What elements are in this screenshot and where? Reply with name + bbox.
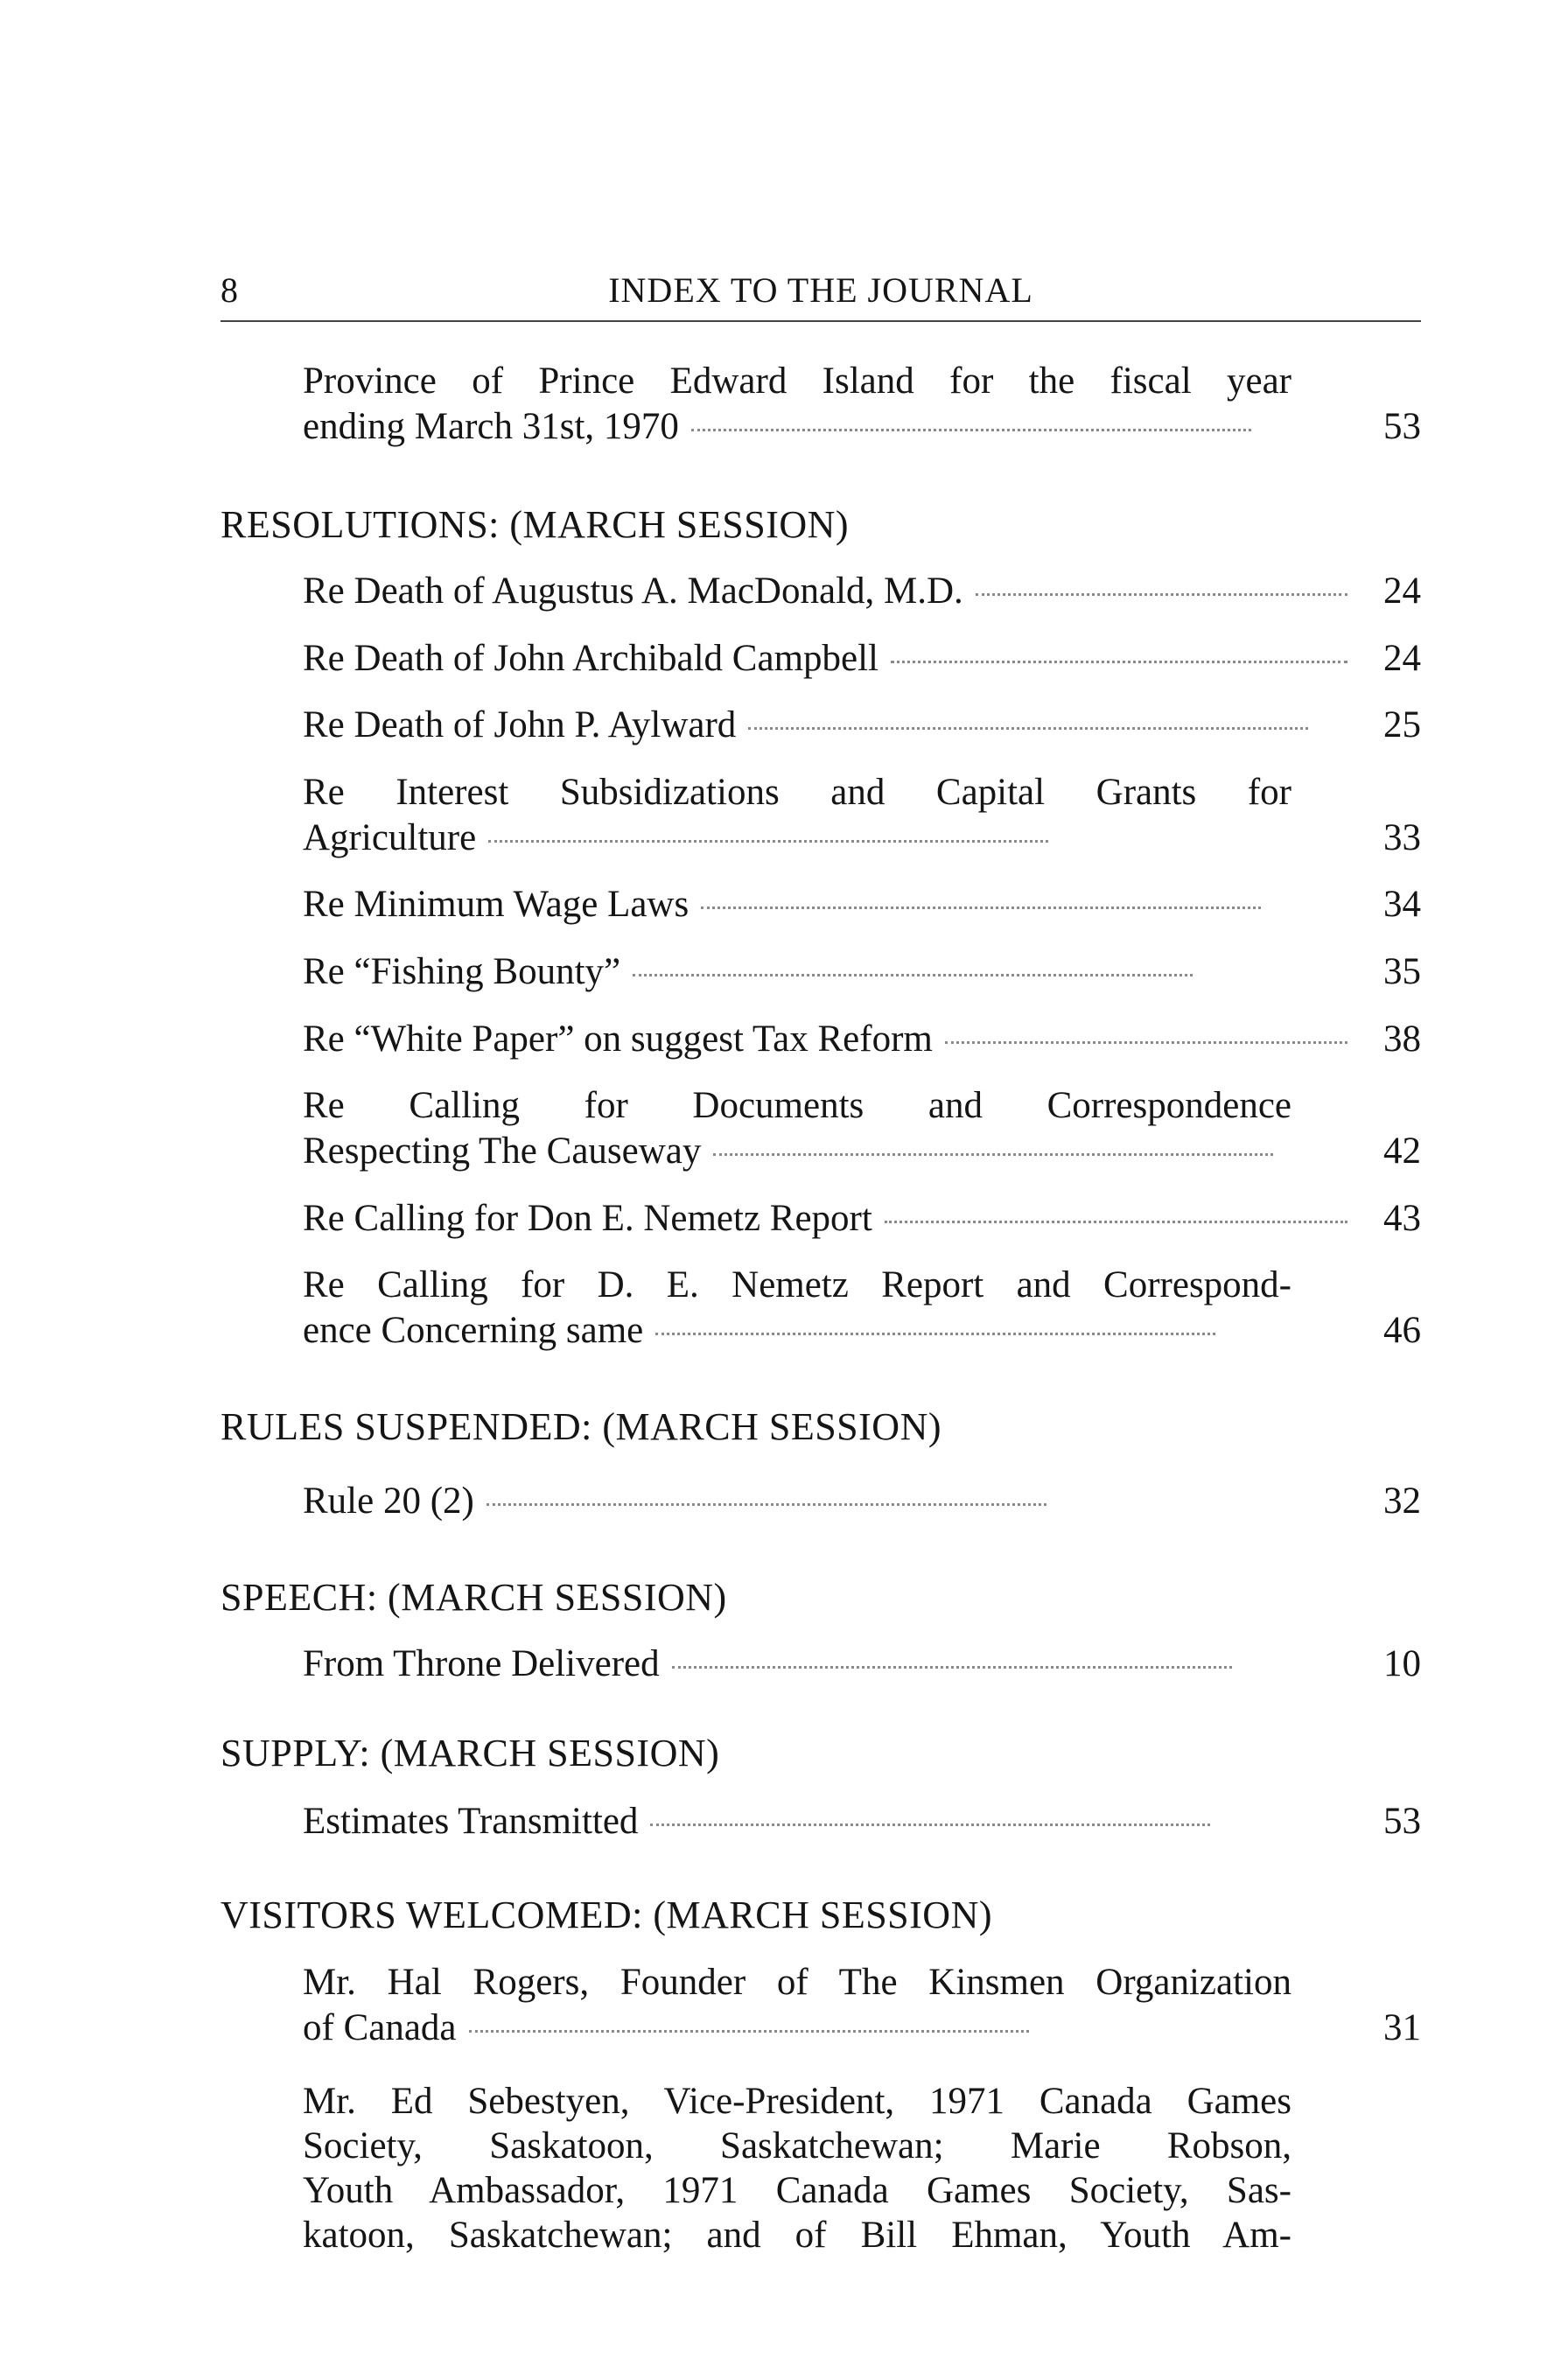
index-entry	[303, 1479, 1421, 1524]
entry-text-line: Re Death of John Archibald Campbell	[303, 638, 878, 679]
page-reference: 31	[1383, 2007, 1421, 2048]
dot-leader	[672, 1666, 1232, 1669]
dot-leader	[713, 1153, 1273, 1156]
entry-text-line: Re Minimum Wage Laws	[303, 884, 690, 925]
index-entry	[303, 1960, 1421, 2051]
page-reference: 53	[1383, 406, 1421, 447]
running-head	[220, 270, 1421, 322]
page-number: 8	[220, 270, 239, 310]
index-entry	[303, 882, 1421, 928]
entry-text-line: Re “White Paper” on suggest Tax Reform	[303, 1018, 933, 1060]
index-entry	[303, 1263, 1421, 1354]
index-entry	[303, 569, 1421, 614]
entry-text-line: of Canada	[303, 2007, 457, 2048]
page-reference: 53	[1383, 1801, 1421, 1842]
page-reference: 33	[1383, 817, 1421, 858]
entry-text-line: Mr. Hal Rogers, Founder of The Kinsmen Organization	[303, 1962, 1292, 2003]
page-title: INDEX TO THE JOURNAL	[608, 270, 1033, 310]
index-entry	[303, 1642, 1421, 1687]
entry-text-line: Re Calling for D. E. Nemetz Report and Correspond-	[303, 1264, 1292, 1306]
page-reference: 32	[1383, 1480, 1421, 1522]
entry-text-line: Re Death of John P. Aylward	[303, 704, 737, 746]
entry-text-line: Province of Prince Edward Island for the fiscal year	[303, 360, 1292, 402]
section-heading-resolutions: RESOLUTIONS: (MARCH SESSION)	[220, 503, 850, 546]
section-heading-visitors-welcomed: VISITORS WELCOMED: (MARCH SESSION)	[220, 1894, 993, 1936]
index-entry	[303, 703, 1421, 748]
index-entry	[303, 1799, 1421, 1844]
page-reference: 25	[1383, 704, 1421, 746]
page-reference: 24	[1383, 638, 1421, 679]
dot-leader	[885, 1221, 1348, 1223]
dot-leader	[486, 1503, 1046, 1506]
dot-leader	[691, 429, 1251, 431]
entry-text-line: ence Concerning same	[303, 1310, 644, 1351]
entry-text-line: Re Calling for Documents and Correspondence	[303, 1085, 1292, 1126]
entry-text-line: Respecting The Causeway	[303, 1130, 702, 1172]
dot-leader	[633, 974, 1193, 976]
entry-text-line: Agriculture	[303, 817, 477, 858]
index-entry	[303, 949, 1421, 995]
section-heading-speech: SPEECH: (MARCH SESSION)	[220, 1576, 727, 1619]
index-entry	[303, 770, 1421, 861]
index-entry	[303, 636, 1421, 682]
entry-text-line: Re “Fishing Bounty”	[303, 951, 621, 992]
index-entry-fiscal-year	[303, 359, 1421, 450]
entry-text-line: ending March 31st, 1970	[303, 406, 679, 447]
page-reference: 24	[1383, 570, 1421, 612]
page-reference: 43	[1383, 1198, 1421, 1239]
page-reference: 34	[1383, 884, 1421, 925]
paragraph-line: Mr. Ed Sebestyen, Vice-President, 1971 Canada Games	[303, 2081, 1292, 2122]
page-reference: 46	[1383, 1310, 1421, 1351]
entry-text-line: Re Death of Augustus A. MacDonald, M.D.	[303, 570, 963, 612]
dot-leader	[976, 593, 1348, 596]
paragraph-line: Society, Saskatoon, Saskatchewan; Marie Robson,	[303, 2125, 1292, 2166]
dot-leader	[655, 1333, 1215, 1335]
index-entry	[303, 1017, 1421, 1062]
index-entry	[303, 1196, 1421, 1242]
section-heading-supply: SUPPLY: (MARCH SESSION)	[220, 1732, 720, 1774]
header-rule	[220, 320, 1421, 322]
entry-text-line: Estimates Transmitted	[303, 1801, 639, 1842]
dot-leader	[650, 1824, 1210, 1826]
page-reference: 38	[1383, 1018, 1421, 1060]
dot-leader	[701, 906, 1261, 909]
paragraph-line: Youth Ambassador, 1971 Canada Games Society, Sas-	[303, 2170, 1292, 2211]
section-heading-rules-suspended: RULES SUSPENDED: (MARCH SESSION)	[220, 1405, 942, 1448]
entry-text-line: Rule 20 (2)	[303, 1480, 474, 1522]
entry-text-line: Re Interest Subsidizations and Capital Grants for	[303, 772, 1292, 813]
continuing-entry-paragraph	[303, 2079, 1292, 2258]
index-entry	[303, 1083, 1421, 1174]
entry-text-line: Re Calling for Don E. Nemetz Report	[303, 1198, 872, 1239]
dot-leader	[945, 1041, 1348, 1044]
paragraph-line: katoon, Saskatchewan; and of Bill Ehman, Youth Am-	[303, 2215, 1292, 2256]
page-reference: 35	[1383, 951, 1421, 992]
dot-leader	[891, 661, 1348, 663]
page-reference: 10	[1383, 1643, 1421, 1684]
dot-leader	[488, 840, 1048, 843]
entry-text-line: From Throne Delivered	[303, 1643, 660, 1684]
dot-leader	[469, 2030, 1029, 2033]
page-reference: 42	[1383, 1130, 1421, 1172]
dot-leader	[748, 727, 1308, 730]
